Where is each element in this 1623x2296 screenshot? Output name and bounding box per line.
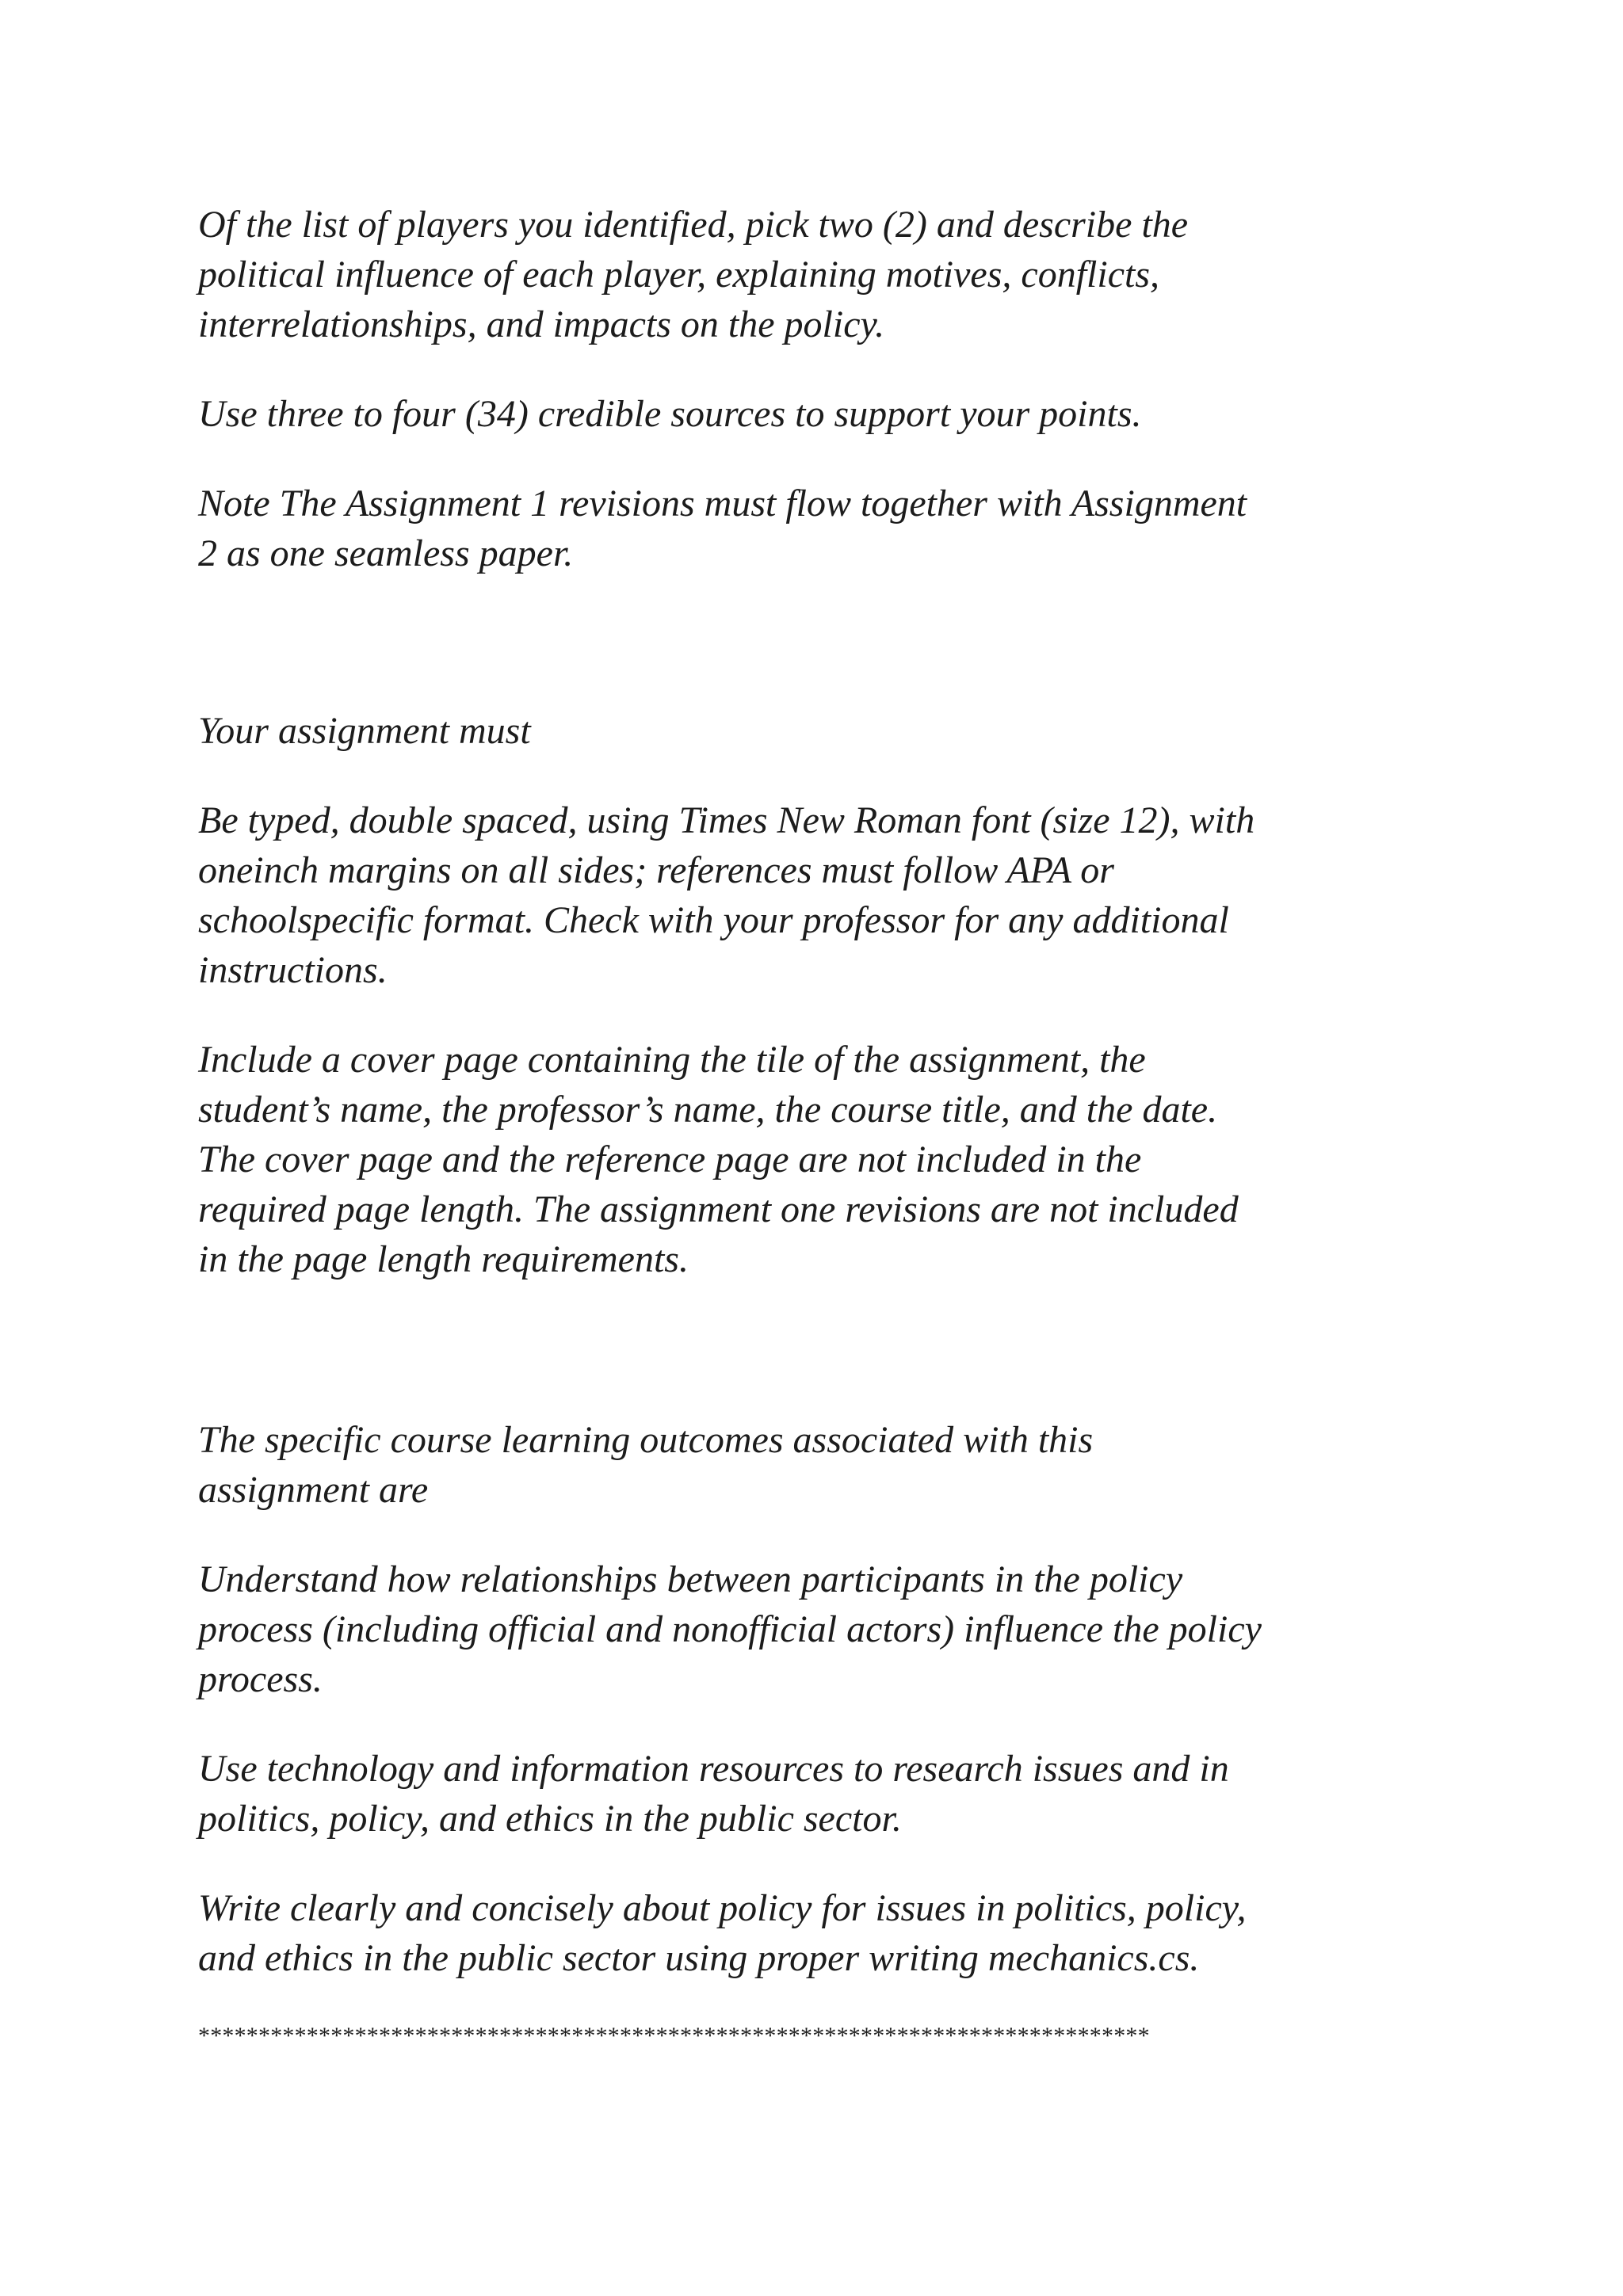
- paragraph-outcome-writing: [198, 1883, 1434, 1983]
- text-line: Use technology and information resources to research issues and in: [198, 1748, 1229, 1790]
- text-line: political influence of each player, explaining motives, conflicts,: [198, 254, 1160, 296]
- text-line: oneinch margins on all sides; references must follow APA or: [198, 849, 1114, 891]
- text-line: 2 as one seamless paper.: [198, 532, 574, 574]
- text-line: required page length. The assignment one revisions are not included: [198, 1188, 1239, 1230]
- paragraph-learning-outcomes-heading: [198, 1415, 1434, 1515]
- text-line: Of the list of players you identified, pick two (2) and describe the: [198, 204, 1189, 246]
- paragraph-player-analysis: [198, 200, 1434, 349]
- paragraph-outcome-technology: [198, 1744, 1434, 1844]
- text-line: Be typed, double spaced, using Times New Roman font (size 12), with: [198, 799, 1255, 841]
- text-line: Note The Assignment 1 revisions must flow together with Assignment: [198, 482, 1247, 524]
- text-line: Use three to four (34) credible sources to support your points.: [198, 393, 1142, 435]
- text-line: Include a cover page containing the tile of the assignment, the: [198, 1039, 1146, 1081]
- asterisk-separator: *******************************************************************************: [198, 2023, 1150, 2049]
- text-line: The cover page and the reference page are not included in the: [198, 1138, 1142, 1180]
- text-line: Your assignment must: [198, 710, 531, 752]
- text-line: Write clearly and concisely about policy for issues in politics, policy,: [198, 1887, 1247, 1929]
- text-line: in the page length requirements.: [198, 1238, 689, 1280]
- paragraph-formatting-requirements: [198, 795, 1434, 995]
- text-line: process (including official and nonofficial actors) influence the policy: [198, 1608, 1262, 1650]
- text-line: The specific course learning outcomes associated with this: [198, 1419, 1094, 1461]
- text-line: student’s name, the professor’s name, the course title, and the date.: [198, 1089, 1218, 1131]
- text-line: instructions.: [198, 949, 388, 991]
- text-line: politics, policy, and ethics in the public sector.: [198, 1798, 902, 1840]
- text-line: process.: [198, 1658, 323, 1700]
- text-line: assignment are: [198, 1469, 429, 1511]
- text-line: schoolspecific format. Check with your professor for any additional: [198, 899, 1229, 941]
- paragraph-revision-note: [198, 479, 1434, 578]
- text-line: Understand how relationships between participants in the policy: [198, 1558, 1183, 1600]
- paragraph-assignment-must-heading: [198, 706, 1434, 756]
- text-line: interrelationships, and impacts on the policy.: [198, 303, 885, 345]
- text-line: and ethics in the public sector using proper writing mechanics.cs.: [198, 1937, 1200, 1979]
- paragraph-cover-page: [198, 1035, 1434, 1284]
- paragraph-outcome-relationships: [198, 1554, 1434, 1704]
- paragraph-sources: [198, 389, 1434, 439]
